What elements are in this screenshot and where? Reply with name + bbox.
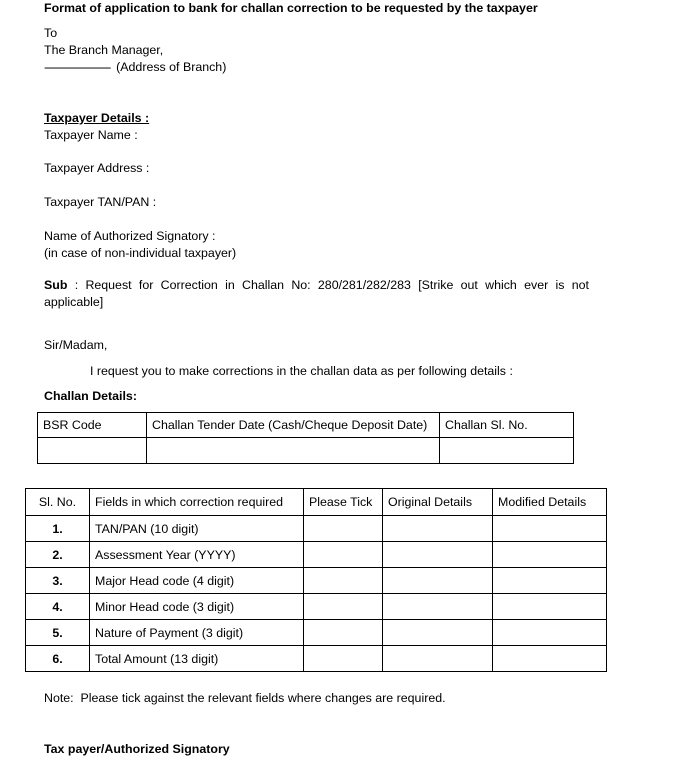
row-original-cell[interactable] [383,646,493,672]
row-field: Assessment Year (YYYY) [90,542,304,568]
row-tick-cell[interactable] [304,620,383,646]
row-field: TAN/PAN (10 digit) [90,516,304,542]
address-to: To [44,26,58,40]
bsr-code-cell[interactable] [38,438,147,464]
fields-header-row [26,489,607,516]
row-sl: 5. [26,620,90,646]
tender-date-header: Challan Tender Date (Cash/Cheque Deposit Date) [147,413,440,438]
taxpayer-details-title: Taxpayer Details : [44,111,150,125]
row-modified-cell[interactable] [493,516,607,542]
row-tick-cell[interactable] [304,516,383,542]
signatory-label: Name of Authorized Signatory : [44,229,216,243]
row-field: Nature of Payment (3 digit) [90,620,304,646]
row-field: Minor Head code (3 digit) [90,594,304,620]
challan-sl-cell[interactable] [440,438,574,464]
row-modified-cell[interactable] [493,542,607,568]
taxpayer-tan-label: Taxpayer TAN/PAN : [44,195,157,209]
table-row [26,542,607,568]
subject-label: Sub [44,278,68,292]
row-modified-cell[interactable] [493,568,607,594]
signature-label: Tax payer/Authorized Signatory [44,742,230,756]
row-modified-cell[interactable] [493,594,607,620]
challan-table [37,412,574,464]
original-details-header: Original Details [383,489,493,516]
correction-fields-table [25,488,607,672]
row-original-cell[interactable] [383,516,493,542]
row-original-cell[interactable] [383,568,493,594]
row-sl: 6. [26,646,90,672]
row-modified-cell[interactable] [493,646,607,672]
sl-no-header: Sl. No. [26,489,90,516]
row-field: Major Head code (4 digit) [90,568,304,594]
row-tick-cell[interactable] [304,594,383,620]
row-original-cell[interactable] [383,594,493,620]
row-sl: 2. [26,542,90,568]
row-field: Total Amount (13 digit) [90,646,304,672]
table-row [26,516,607,542]
salutation: Sir/Madam, [44,338,108,352]
please-tick-header: Please Tick [304,489,383,516]
row-original-cell[interactable] [383,620,493,646]
table-row [26,594,607,620]
taxpayer-name-label: Taxpayer Name : [44,128,138,142]
fields-header: Fields in which correction required [90,489,304,516]
modified-details-header: Modified Details [493,489,607,516]
taxpayer-address-label: Taxpayer Address : [44,161,150,175]
address-line [44,59,226,75]
row-tick-cell[interactable] [304,542,383,568]
signatory-note: (in case of non-individual taxpayer) [44,246,237,260]
address-branch: (Address of Branch) [116,60,227,74]
row-sl: 3. [26,568,90,594]
row-modified-cell[interactable] [493,620,607,646]
challan-details-title: Challan Details: [44,389,137,403]
challan-entry-row [38,438,574,464]
challan-header-row [38,413,574,438]
row-tick-cell[interactable] [304,568,383,594]
subject-paragraph [44,277,589,311]
challan-sl-header: Challan Sl. No. [440,413,574,438]
table-row [26,568,607,594]
address-manager: The Branch Manager, [44,43,164,57]
address-dashes: -------------------------- [44,60,110,74]
row-original-cell[interactable] [383,542,493,568]
page-title: Format of application to bank for challan correction to be requested by the taxpayer [44,1,538,15]
row-sl: 1. [26,516,90,542]
request-text: I request you to make corrections in the challan data as per following details : [90,364,513,378]
tender-date-cell[interactable] [147,438,440,464]
row-sl: 4. [26,594,90,620]
subject-text: : Request for Correction in Challan No: 280/281/282/283 [Strike out which ever is not applicable] [44,278,589,309]
row-tick-cell[interactable] [304,646,383,672]
table-row [26,646,607,672]
bsr-code-header: BSR Code [38,413,147,438]
note-text: Note: Please tick against the relevant fields where changes are required. [44,691,446,705]
table-row [26,620,607,646]
